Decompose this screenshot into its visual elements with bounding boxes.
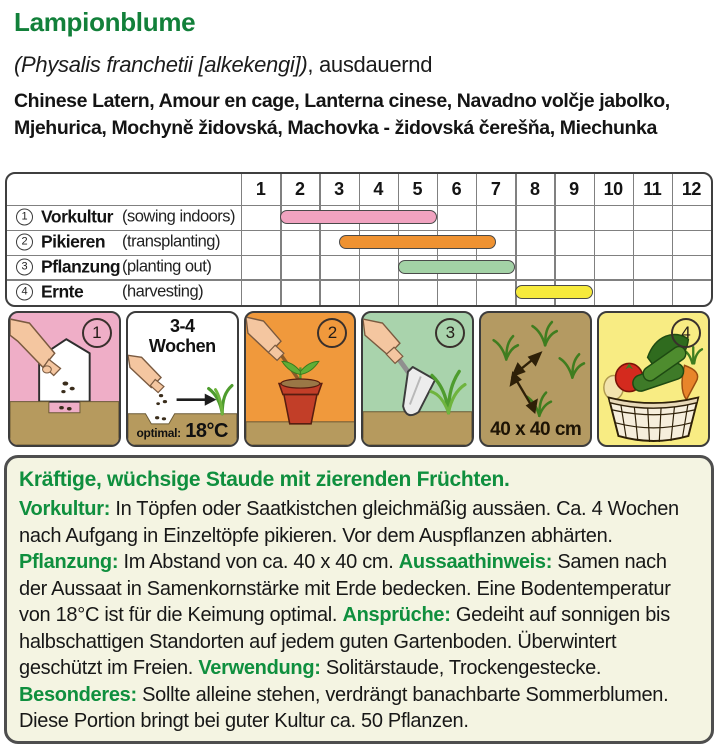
row-sublabel: (planting out) <box>122 257 212 276</box>
row-label: Pikieren <box>41 231 106 252</box>
grid-line <box>7 230 711 231</box>
month-number: 4 <box>373 179 383 199</box>
month-number: 11 <box>643 179 662 199</box>
step-badge-4: 4 <box>671 318 701 348</box>
activity-bar <box>515 285 593 299</box>
description-label: Verwendung: <box>198 657 321 679</box>
month-number: 2 <box>294 179 305 199</box>
panel-harvest <box>597 311 710 447</box>
step-badge-2: 2 <box>317 318 347 348</box>
row-sublabel: (transplanting) <box>122 232 220 251</box>
optimal-temperature <box>128 420 237 443</box>
step-badge-1: 1 <box>82 318 112 348</box>
optimal-label: optimal: <box>136 426 181 440</box>
description-label: Ansprüche: <box>342 604 451 626</box>
grid-line <box>7 255 711 256</box>
duration-line2: Wochen <box>148 336 216 356</box>
description-segment: Gedeiht auf sonnigen bis halbschattigen Standorten auf jedem guten Gartenboden. Überwintert geschützt im Freien. <box>19 604 670 679</box>
botanical-name <box>14 52 432 78</box>
month-number: 1 <box>255 179 266 199</box>
row-number-badge: 3 <box>16 258 33 275</box>
month-number: 9 <box>569 179 579 199</box>
row-label: Vorkultur <box>41 206 113 227</box>
row-label: Pflanzung <box>41 256 121 277</box>
month-number: 3 <box>334 179 344 199</box>
description-paragraph <box>19 682 697 735</box>
month-number: 5 <box>412 179 422 199</box>
duration-line1: 3-4 <box>169 316 195 336</box>
row-sublabel: (harvesting) <box>122 282 204 301</box>
description-segment: Sollte alleine stehen, verdrängt banachbarte Sommerblumen. Diese Portion bringt bei guter Kultur ca. 50 Pflanzen. <box>19 683 669 732</box>
description-label: Aussaathinweis: <box>398 551 553 573</box>
description-segment: Im Abstand von ca. 40 x 40 cm. <box>118 551 399 573</box>
row-number-badge: 2 <box>16 234 33 251</box>
grid-line <box>7 279 711 280</box>
panel-germination-info <box>126 311 239 447</box>
description-text <box>19 496 697 735</box>
activity-bar <box>280 210 437 224</box>
spacing-caption: 40 x 40 cm <box>490 419 582 440</box>
activity-bar <box>398 260 516 274</box>
row-number-badge: 4 <box>16 283 33 300</box>
description-segment: In Töpfen oder Saatkistchen gleichmäßig aussäen. Ca. 4 Wochen nach Aufgang in Einzeltöpfe pikieren. Vor dem Auspflanzen abhärten. <box>19 498 679 547</box>
calendar-row <box>7 279 241 304</box>
common-names <box>14 88 670 142</box>
botanical-suffix: , ausdauernd <box>307 52 433 77</box>
description-heading: Kräftige, wüchsige Staude mit zierenden Früchten. <box>19 468 510 491</box>
activity-bar <box>339 235 496 249</box>
panel-spacing <box>479 311 592 447</box>
row-label: Ernte <box>41 281 84 302</box>
step-badge-3: 3 <box>435 318 465 348</box>
description-label: Besonderes: <box>19 683 137 706</box>
description-label: Vorkultur: <box>19 498 111 520</box>
calendar-row <box>7 255 241 280</box>
month-number: 12 <box>681 179 701 199</box>
month-number: 7 <box>490 179 501 199</box>
panel-indoor-sowing <box>8 311 121 447</box>
description-segment: Samen nach der Aussaat in Samenkornstärke mit Erde bedecken. Eine Bodentemperatur von 18°C ist für die Keimung optimal. <box>19 551 671 626</box>
cultivation-description <box>4 455 714 744</box>
sowing-calendar <box>5 172 713 307</box>
month-number: 8 <box>529 179 540 199</box>
description-segment: Solitärstaude, Trockengestecke. <box>320 657 602 679</box>
row-sublabel: (sowing indoors) <box>122 207 236 226</box>
germination-duration-label <box>128 316 237 356</box>
description-label: Pflanzung: <box>19 551 119 573</box>
description-paragraph <box>19 549 697 682</box>
description-paragraph <box>19 496 697 549</box>
common-names-line2: Mjehurica, Mochyně židovská, Machovka - židovská čerešňa, Miechunka <box>14 117 657 139</box>
calendar-grid <box>241 174 711 305</box>
botanical-latin: (Physalis franchetii [alkekengi]) <box>14 52 308 77</box>
panel-transplanting <box>244 311 357 447</box>
plant-title: Lampionblume <box>14 7 196 37</box>
calendar-row <box>7 230 241 255</box>
optimal-value: 18°C <box>185 420 228 442</box>
grid-line <box>7 205 711 206</box>
common-names-line1: Chinese Latern, Amour en cage, Lanterna cinese, Navadno volčje jabolko, <box>14 90 670 112</box>
calendar-row <box>7 205 241 230</box>
month-number: 10 <box>603 179 623 199</box>
pictogram-strip <box>8 311 710 447</box>
panel-planting-out <box>361 311 474 447</box>
row-number-badge: 1 <box>16 209 33 226</box>
month-number: 6 <box>451 179 462 199</box>
